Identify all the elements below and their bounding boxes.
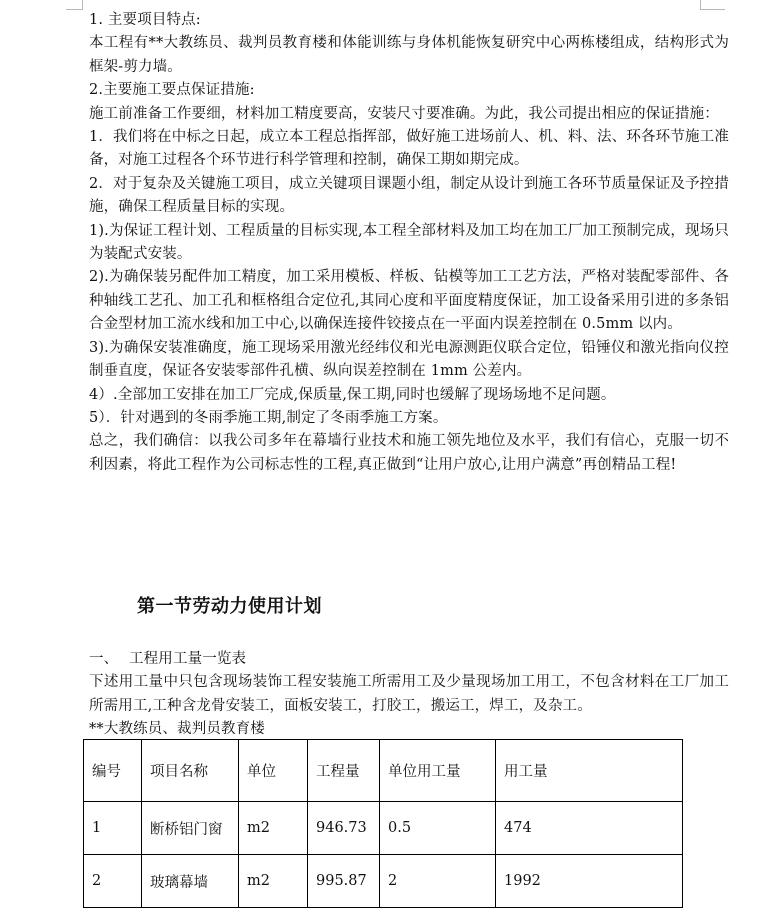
paragraph: 2.主要施工要点保证措施: [89,82,255,99]
paragraph: 本工程有**大教练员、裁判员教育楼和体能训练与身体机能恢复研究中心两栋楼组成，结构形式为框架-剪力墙。 [89,35,729,75]
margin-corner-mark-left [66,0,83,10]
body-text [89,9,729,477]
paragraph: 5）．针对遇到的冬雨季施工期,制定了冬雨季施工方案。 [89,409,448,426]
subsection-title: 工程用工量一览表 [129,651,247,667]
paragraph: 4）.全部加工安排在加工厂完成,保质量,保工期,同时也缓解了现场场地不足问题。 [89,386,616,403]
paragraph: 1．我们将在中标之日起，成立本工程总指挥部，做好施工进场前人、机、料、法、环各环节施工准备，对施工过程各个环节进行科学管理和控制，确保工期如期完成。 [89,129,729,169]
table-cell: 断桥铝门窗 [142,802,239,855]
paragraph: 3).为确保安装准确度，施工现场采用激光经纬仪和光电源测距仪联合定位，铅锤仪和激光指向仪控制垂直度，保证各安装零部件孔横、纵向误差控制在 1mm 公差内。 [89,339,729,380]
table-cell: m2 [239,855,308,908]
table-cell: 0.5 [380,802,496,855]
section-title: 第一节劳动力使用计划 [137,596,322,617]
table-cell: 2 [84,855,142,908]
table-cell: 2 [380,855,496,908]
table-cell: 474 [496,802,683,855]
paragraph: 总之，我们确信：以我公司多年在幕墙行业技术和施工领先地位及水平，我们有信心，克服一切不利因素，将此工程作为公司标志性的工程,真正做到“让用户放心,让用户满意”再创精品工程! [89,433,729,473]
table-cell: 946.73 [308,802,380,855]
building-name: **大教练员、裁判员教育楼 [89,721,265,738]
paragraph: 施工前准备工作要细，材料加工精度要高，安装尺寸要准确。为此，我公司提出相应的保证措施： [89,105,719,122]
paragraph: 2．对于复杂及关键施工项目，成立关键项目课题小组，制定从设计到施工各环节质量保证及予控措施，确保工程质量目标的实现。 [89,175,729,216]
table-header-cell: 用工量 [496,740,683,802]
paragraph: 1. 主要项目特点: [89,12,201,28]
paragraph: 1).为保证工程计划、工程质量的目标实现,本工程全部材料及加工均在加工厂加工预制完成，现场只为装配式安装。 [89,222,729,263]
subsection-number: 一、 [89,651,119,667]
table-row [84,855,683,908]
table-cell: 玻璃幕墙 [142,855,239,908]
subsection-description: 下述用工量中只包含现场装饰工程安装施工所需用工及少量现场加工用工，不包含材料在工厂加工所需用工,工种含龙骨安装工，面板安装工，打胶工，搬运工，焊工，及杂工。 [89,674,729,714]
table-header-cell: 编号 [84,740,142,802]
table-header-cell: 单位用工量 [380,740,496,802]
table-header-cell: 单位 [239,740,308,802]
table-header-cell: 项目名称 [142,740,239,802]
table-cell: 995.87 [308,855,380,908]
table-cell: 1 [84,802,142,855]
table-row [84,802,683,855]
table-header-row [84,740,683,802]
paragraph: 2).为确保装另配件加工精度，加工采用模板、样板、钻模等加工工艺方法，严格对装配零部件、各种轴线工艺孔、加工孔和框格组合定位孔,其同心度和平面度精度保证，加工设备采用引进的多条铝合金型材加工流水线和加工中心,以确保连接件铰接点在一平面内误差控制在 0.5mm 以内。 [89,269,729,333]
table-cell: m2 [239,802,308,855]
table-header-cell: 工程量 [308,740,380,802]
labor-table [83,739,683,908]
table-cell: 1992 [496,855,683,908]
subsection [89,648,729,742]
subsection-heading [89,648,729,671]
